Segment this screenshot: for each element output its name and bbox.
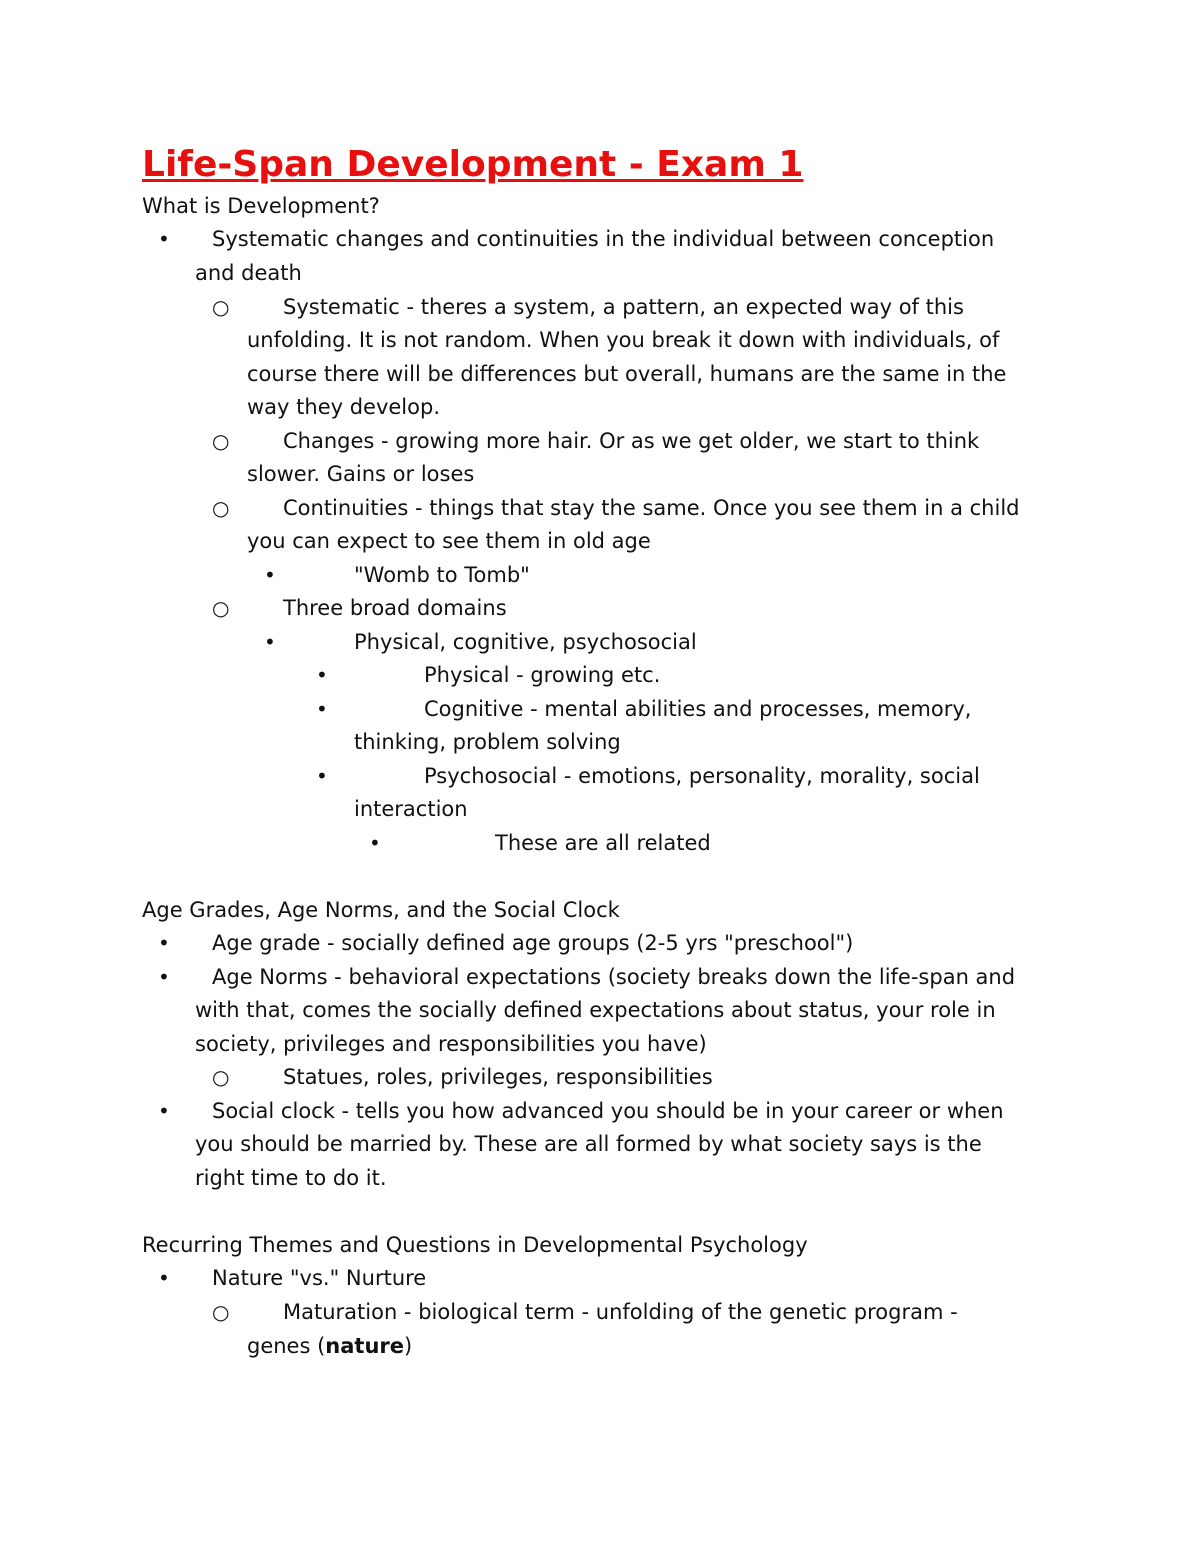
list-item: These are all related bbox=[495, 831, 711, 855]
bullet-disc: • bbox=[369, 831, 381, 855]
bullet-circle: ○ bbox=[212, 596, 230, 620]
bold-term-nature: nature bbox=[325, 1334, 405, 1358]
bullet-disc: • bbox=[158, 965, 170, 989]
list-item-continuation: you should be married by. These are all formed by what society says is the bbox=[195, 1132, 982, 1156]
text-run: ) bbox=[404, 1334, 413, 1358]
bullet-disc: • bbox=[264, 630, 276, 654]
bullet-disc: • bbox=[264, 563, 276, 587]
list-item: Nature "vs." Nurture bbox=[212, 1266, 427, 1290]
bullet-disc: • bbox=[158, 1099, 170, 1123]
list-item: Psychosocial - emotions, personality, morality, social bbox=[424, 764, 980, 788]
section-heading-themes: Recurring Themes and Questions in Developmental Psychology bbox=[142, 1233, 808, 1257]
list-item-continuation: thinking, problem solving bbox=[354, 730, 621, 754]
bullet-circle: ○ bbox=[212, 1300, 230, 1324]
list-item: Cognitive - mental abilities and processes, memory, bbox=[424, 697, 972, 721]
list-item-continuation: and death bbox=[195, 261, 302, 285]
bullet-circle: ○ bbox=[212, 295, 230, 319]
list-item-continuation: interaction bbox=[354, 797, 468, 821]
list-item-continuation bbox=[247, 1330, 412, 1364]
list-item-continuation: way they develop. bbox=[247, 395, 440, 419]
list-item: Social clock - tells you how advanced you should be in your career or when bbox=[212, 1099, 1004, 1123]
list-item: Age Norms - behavioral expectations (society breaks down the life-span and bbox=[212, 965, 1016, 989]
list-item: Changes - growing more hair. Or as we get older, we start to think bbox=[283, 429, 980, 453]
list-item-continuation: unfolding. It is not random. When you break it down with individuals, of bbox=[247, 328, 1000, 352]
list-item: Systematic - theres a system, a pattern, an expected way of this bbox=[283, 295, 964, 319]
list-item-continuation: slower. Gains or loses bbox=[247, 462, 475, 486]
bullet-disc: • bbox=[158, 931, 170, 955]
list-item: Age grade - socially defined age groups (2-5 yrs "preschool") bbox=[212, 931, 854, 955]
list-item-continuation: with that, comes the socially defined expectations about status, your role in bbox=[195, 998, 996, 1022]
list-item: Statues, roles, privileges, responsibilities bbox=[283, 1065, 713, 1089]
list-item: Continuities - things that stay the same. Once you see them in a child bbox=[283, 496, 1020, 520]
bullet-circle: ○ bbox=[212, 1065, 230, 1089]
list-item-continuation: you can expect to see them in old age bbox=[247, 529, 651, 553]
list-item: "Womb to Tomb" bbox=[354, 563, 530, 587]
bullet-disc: • bbox=[158, 227, 170, 251]
page-title: Life-Span Development - Exam 1 bbox=[142, 144, 804, 185]
section-heading-development: What is Development? bbox=[142, 194, 380, 218]
list-item-continuation: society, privileges and responsibilities you have) bbox=[195, 1032, 707, 1056]
section-heading-age-grades: Age Grades, Age Norms, and the Social Clock bbox=[142, 898, 620, 922]
bullet-circle: ○ bbox=[212, 429, 230, 453]
list-item: Systematic changes and continuities in the individual between conception bbox=[212, 227, 995, 251]
list-item: Physical - growing etc. bbox=[424, 663, 661, 687]
list-item: Three broad domains bbox=[283, 596, 507, 620]
bullet-disc: • bbox=[316, 764, 328, 788]
bullet-disc: • bbox=[316, 663, 328, 687]
bullet-disc: • bbox=[158, 1266, 170, 1290]
list-item-continuation: course there will be differences but overall, humans are the same in the bbox=[247, 362, 1007, 386]
text-run: genes ( bbox=[247, 1334, 326, 1358]
bullet-circle: ○ bbox=[212, 496, 230, 520]
list-item: Physical, cognitive, psychosocial bbox=[354, 630, 697, 654]
list-item-continuation: right time to do it. bbox=[195, 1166, 387, 1190]
list-item: Maturation - biological term - unfolding of the genetic program - bbox=[283, 1300, 958, 1324]
bullet-disc: • bbox=[316, 697, 328, 721]
